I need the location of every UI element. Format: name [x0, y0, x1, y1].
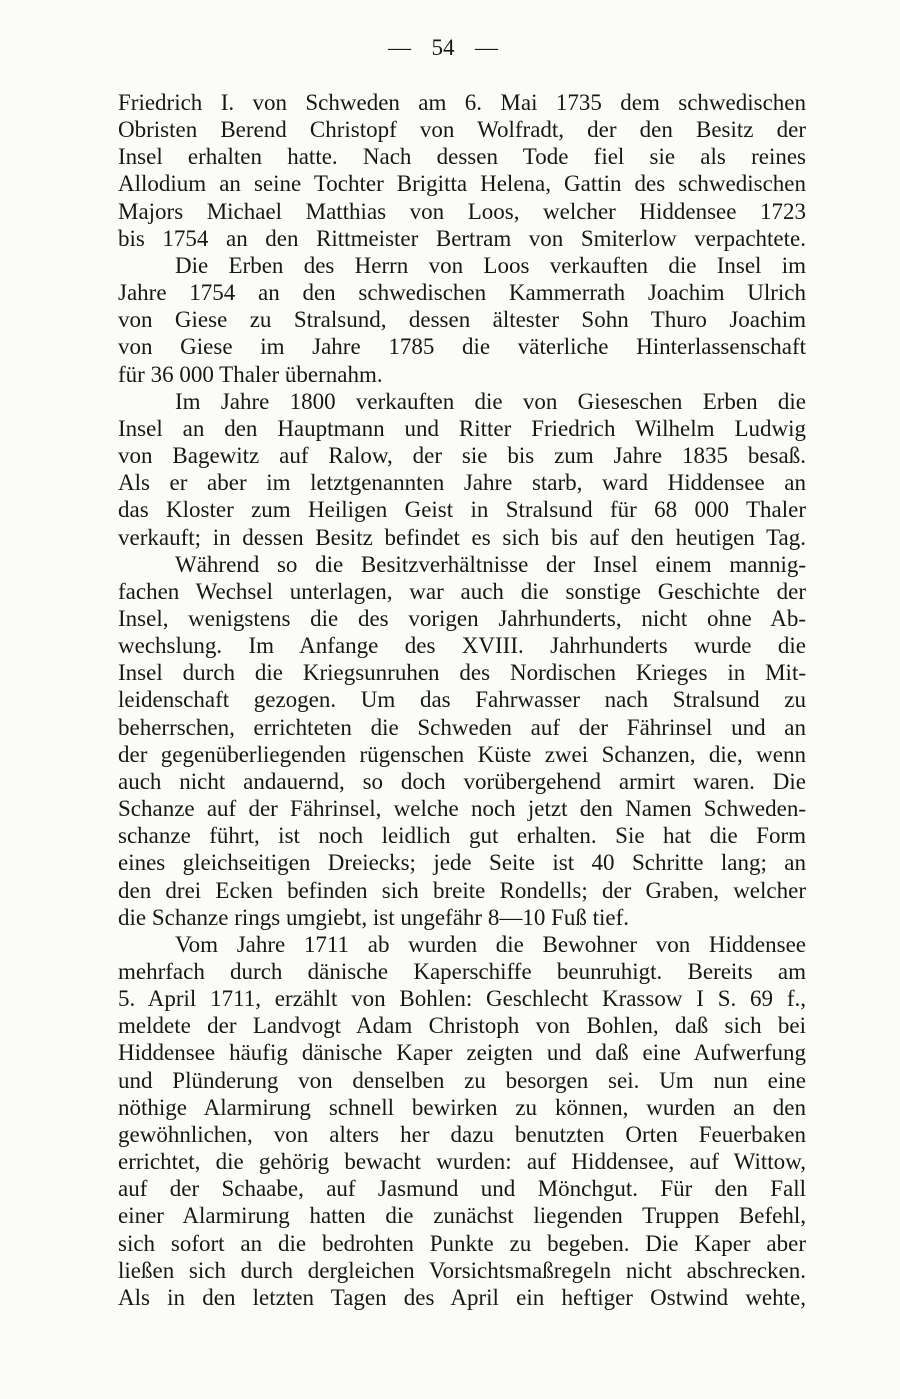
text-line: ließen sich durch dergleichen Vorsichtsmaßregeln nicht abschrecken. — [118, 1257, 806, 1283]
text-line: Friedrich I. von Schweden am 6. Mai 1735 dem schwedischen — [118, 90, 806, 115]
text-line: fachen Wechsel unterlagen, war auch die sonstige Geschichte der — [118, 578, 806, 604]
text-line: den drei Ecken befinden sich breite Rondells; der Graben, welcher — [118, 877, 806, 903]
text-line: Insel an den Hauptmann und Ritter Friedrich Wilhelm Ludwig — [118, 415, 806, 441]
text-line: einer Alarmirung hatten die zunächst liegenden Truppen Befehl, — [118, 1203, 806, 1229]
text-line: Schanze auf der Fährinsel, welche noch jetzt den Namen Schweden- — [118, 796, 806, 822]
text-line: leidenschaft gezogen. Um das Fahrwasser nach Stralsund zu — [118, 687, 806, 713]
text-line: errichtet, die gehörig bewacht wurden: auf Hiddensee, auf Wittow, — [118, 1149, 806, 1175]
paragraph — [118, 252, 806, 388]
text-line: Jahre 1754 an den schwedischen Kammerrath Joachim Ulrich — [118, 280, 806, 306]
text-line: Obristen Berend Christopf von Wolfradt, der den Besitz der — [118, 117, 806, 143]
text-line: Die Erben des Herrn von Loos verkauften die Insel im — [175, 252, 806, 278]
text-line: 5. April 1711, erzählt von Bohlen: Geschlecht Krassow I S. 69 f., — [118, 986, 806, 1012]
page-number: — 54 — — [388, 35, 498, 60]
text-line: von Giese zu Stralsund, dessen ältester Sohn Thuro Joachim — [118, 307, 806, 333]
text-line: die Schanze rings umgiebt, ist ungefähr 8—10 Fuß tief. — [118, 904, 630, 930]
text-line: von Giese im Jahre 1785 die väterliche Hinterlassenschaft — [118, 334, 806, 360]
paragraph — [118, 89, 806, 252]
text-line: Hiddensee häufig dänische Kaper zeigten und daß eine Aufwerfung — [118, 1040, 806, 1066]
text-line: beherrschen, errichteten die Schweden auf der Fährinsel und an — [118, 714, 806, 740]
text-line: und Plünderung von denselben zu besorgen sei. Um nun eine — [118, 1067, 806, 1093]
text-line: Majors Michael Matthias von Loos, welcher Hiddensee 1723 — [118, 198, 806, 224]
text-line: eines gleichseitigen Dreiecks; jede Seite ist 40 Schritte lang; an — [118, 850, 806, 876]
text-line: Insel, wenigstens die des vorigen Jahrhunderts, nicht ohne Ab- — [118, 605, 806, 631]
text-line: Im Jahre 1800 verkauften die von Gieseschen Erben die — [175, 388, 806, 414]
text-line: Als er aber im letztgenannten Jahre starb, ward Hiddensee an — [118, 470, 806, 496]
text-line: schanze führt, ist noch leidlich gut erhalten. Sie hat die Form — [118, 823, 806, 849]
paragraph — [118, 931, 806, 1311]
text-line: Als in den letzten Tagen des April ein heftiger Ostwind wehte, — [118, 1284, 806, 1310]
text-line: gewöhnlichen, von alters her dazu benutzten Orten Feuerbaken — [118, 1121, 806, 1147]
text-line: mehrfach durch dänische Kaperschiffe beunruhigt. Bereits am — [118, 959, 806, 984]
body-text — [118, 89, 806, 1311]
paragraph — [118, 388, 806, 551]
text-line: Allodium an seine Tochter Brigitta Helena, Gattin des schwedischen — [118, 171, 806, 197]
text-line: für 36 000 Thaler übernahm. — [118, 361, 383, 387]
text-line: Während so die Besitzverhältnisse der Insel einem mannig- — [175, 551, 806, 577]
text-line: meldete der Landvogt Adam Christoph von Bohlen, daß sich bei — [118, 1013, 806, 1039]
text-line: bis 1754 an den Rittmeister Bertram von Smiterlow verpachtete. — [118, 225, 806, 251]
text-line: von Bagewitz auf Ralow, der sie bis zum Jahre 1835 besaß. — [118, 443, 806, 469]
text-line: Vom Jahre 1711 ab wurden die Bewohner von Hiddensee — [175, 931, 806, 957]
text-line: das Kloster zum Heiligen Geist in Stralsund für 68 000 Thaler — [118, 497, 806, 523]
paragraph — [118, 551, 806, 931]
text-line: der gegenüberliegenden rügenschen Küste zwei Schanzen, die, wenn — [118, 741, 806, 767]
text-line: Insel durch die Kriegsunruhen des Nordischen Krieges in Mit- — [118, 660, 806, 686]
text-line: nöthige Alarmirung schnell bewirken zu können, wurden an den — [118, 1094, 806, 1120]
text-line: auch nicht andauernd, so doch vorübergehend armirt waren. Die — [118, 768, 806, 794]
text-line: sich sofort an die bedrohten Punkte zu begeben. Die Kaper aber — [118, 1230, 806, 1256]
text-line: verkauft; in dessen Besitz befindet es sich bis auf den heutigen Tag. — [118, 524, 806, 550]
text-line: wechslung. Im Anfange des XVIII. Jahrhunderts wurde die — [118, 633, 806, 659]
text-line: auf der Schaabe, auf Jasmund und Mönchgut. Für den Fall — [118, 1176, 806, 1202]
text-line: Insel erhalten hatte. Nach dessen Tode fiel sie als reines — [118, 144, 806, 170]
